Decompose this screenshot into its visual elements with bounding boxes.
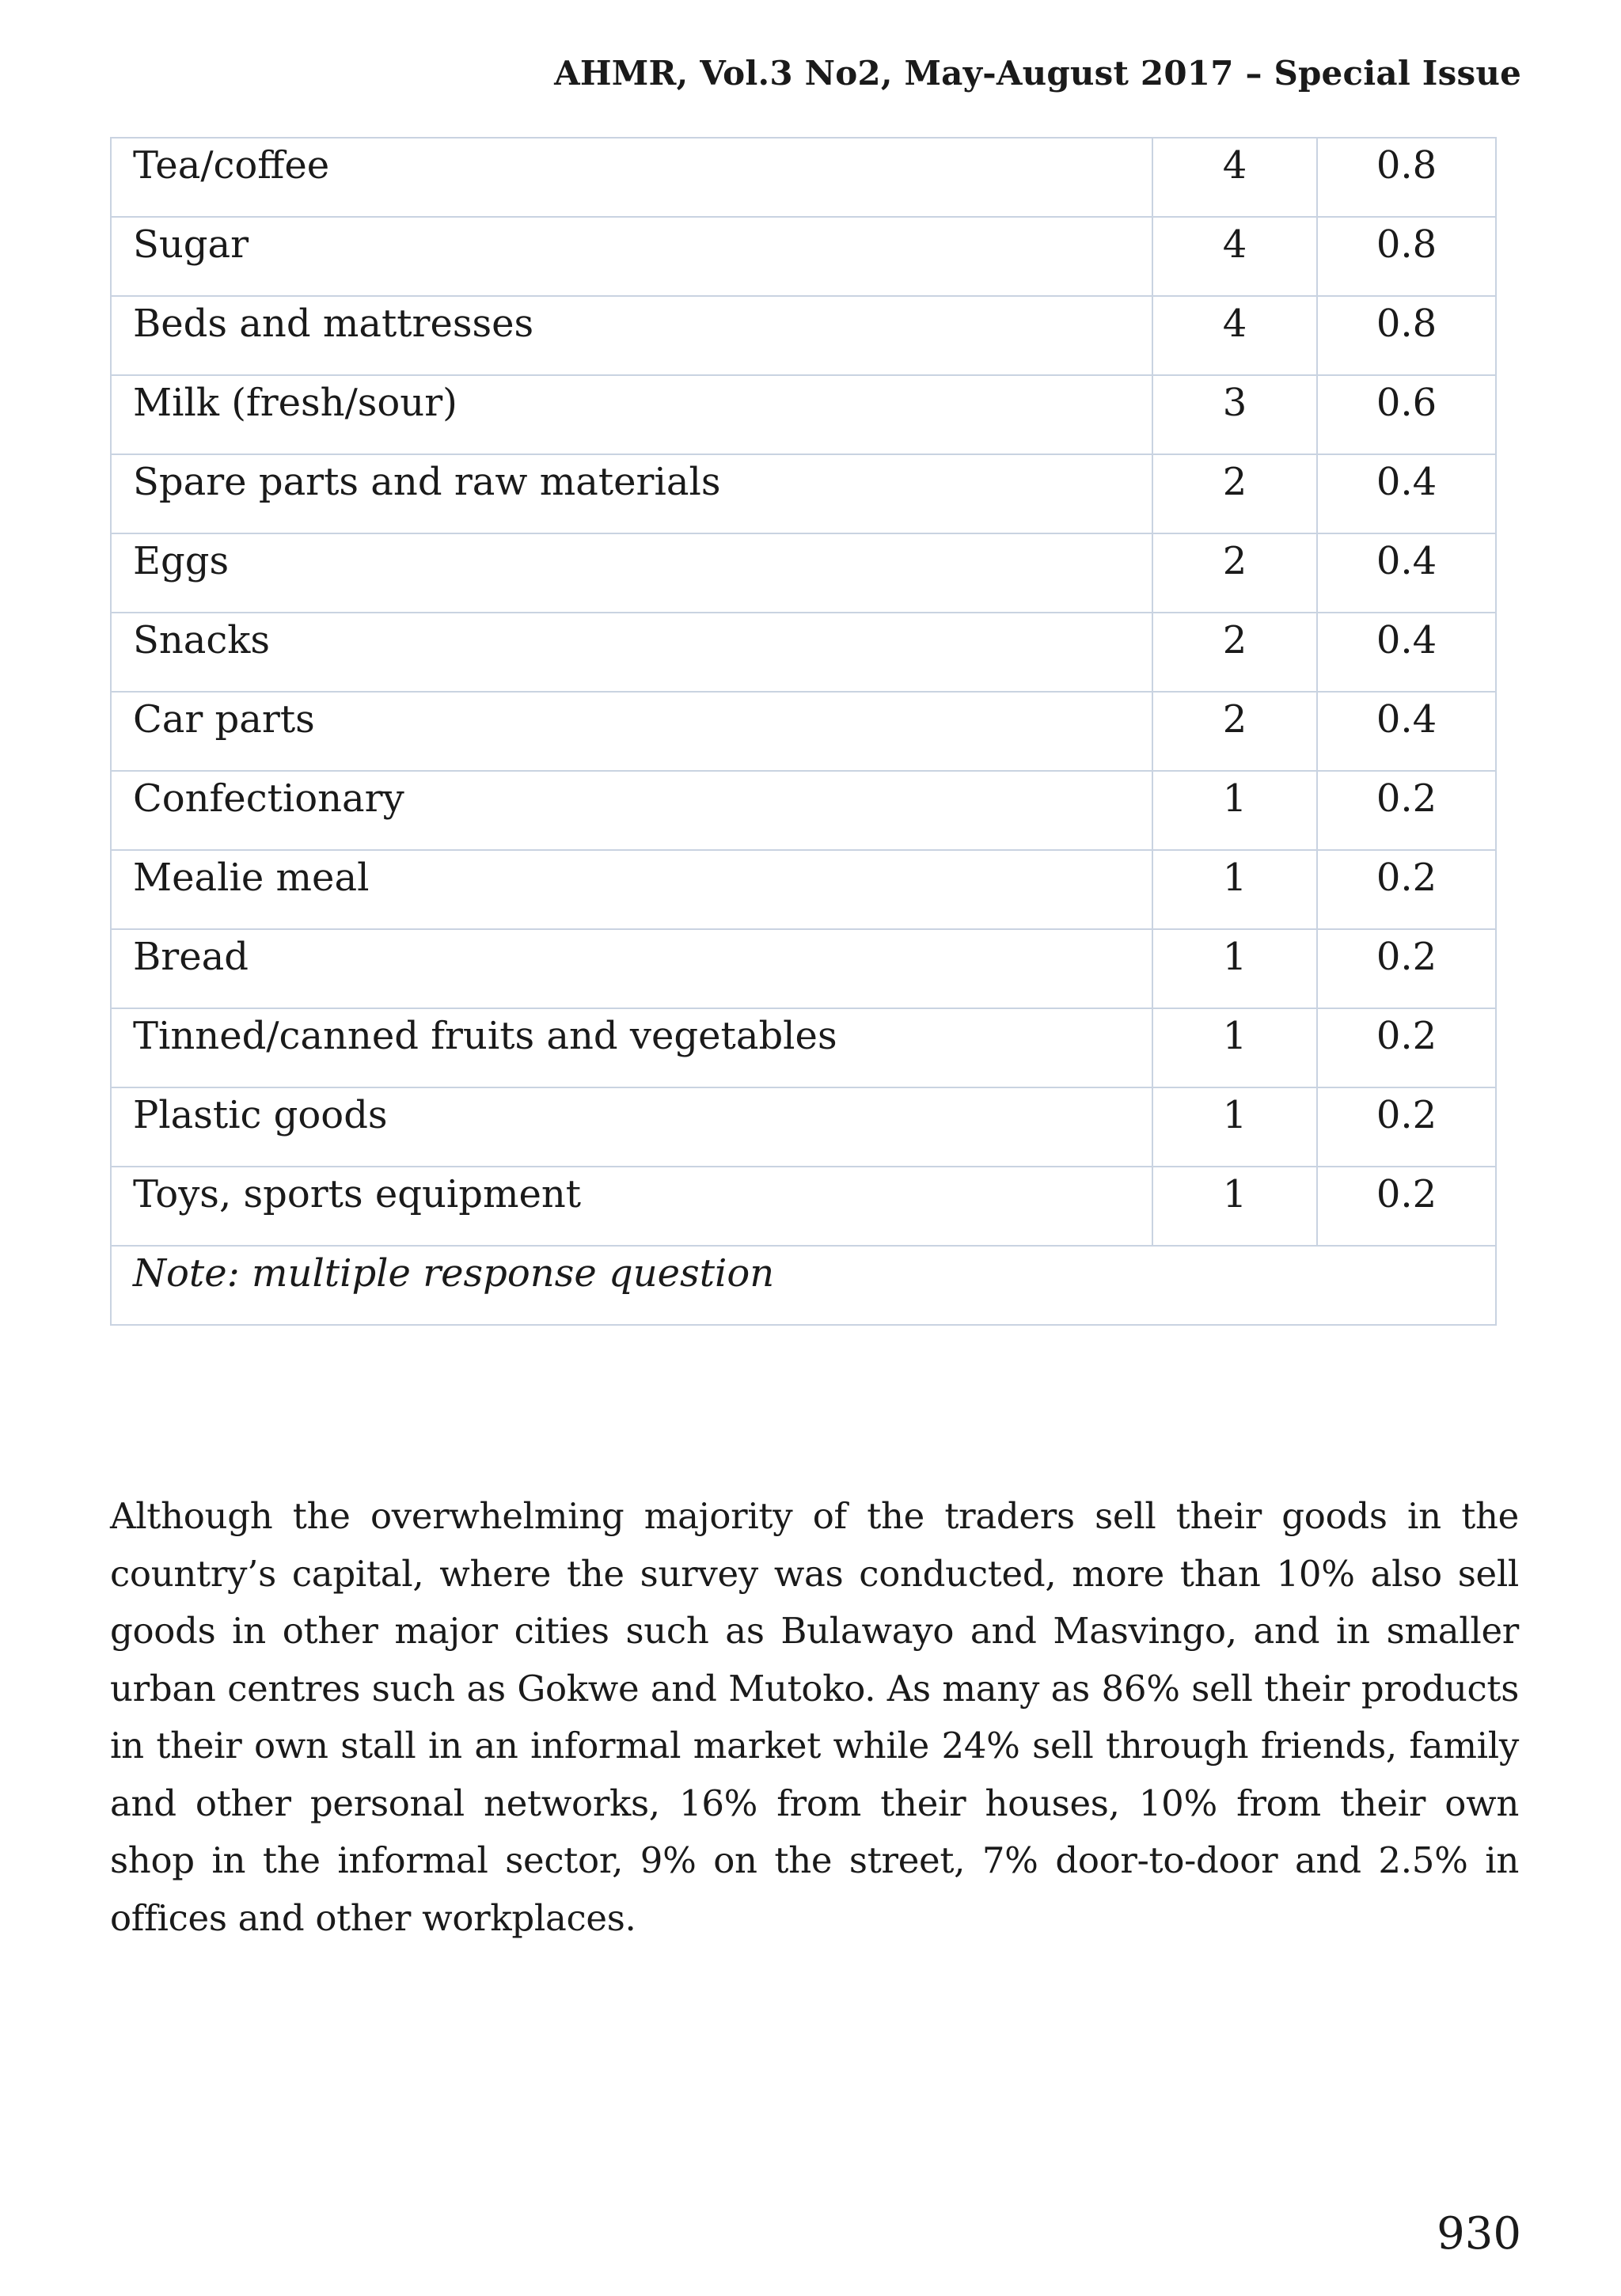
percent-cell: 0.8 [1317,296,1496,375]
item-cell: Eggs [111,533,1152,613]
count-cell: 4 [1152,296,1317,375]
table-row [111,1167,1496,1246]
table-row [111,138,1496,217]
item-cell: Snacks [111,613,1152,692]
percent-cell: 0.4 [1317,533,1496,613]
percent-cell: 0.4 [1317,613,1496,692]
table-row [111,533,1496,613]
percent-cell: 0.6 [1317,375,1496,454]
count-cell: 1 [1152,771,1317,850]
table-row [111,850,1496,929]
count-cell: 2 [1152,454,1317,533]
percent-cell: 0.4 [1317,454,1496,533]
item-cell: Car parts [111,692,1152,771]
item-cell: Bread [111,929,1152,1008]
table-row [111,1087,1496,1167]
count-cell: 1 [1152,929,1317,1008]
count-cell: 3 [1152,375,1317,454]
item-cell: Milk (fresh/sour) [111,375,1152,454]
table-row [111,771,1496,850]
count-cell: 2 [1152,533,1317,613]
count-cell: 2 [1152,692,1317,771]
percent-cell: 0.8 [1317,138,1496,217]
table-row [111,1008,1496,1087]
count-cell: 4 [1152,217,1317,296]
running-header: AHMR, Vol.3 No2, May-August 2017 – Special Issue [554,54,1521,93]
percent-cell: 0.8 [1317,217,1496,296]
item-cell: Beds and mattresses [111,296,1152,375]
item-cell: Mealie meal [111,850,1152,929]
table-row [111,613,1496,692]
item-cell: Tea/coffee [111,138,1152,217]
percent-cell: 0.2 [1317,1008,1496,1087]
count-cell: 4 [1152,138,1317,217]
table-row [111,296,1496,375]
percent-cell: 0.2 [1317,929,1496,1008]
percent-cell: 0.2 [1317,1167,1496,1246]
count-cell: 1 [1152,1167,1317,1246]
body-paragraph: Although the overwhelming majority of the traders sell their goods in the country’s capital, where the survey was conducted, more than 10% also sell goods in other major cities such as Bulawayo and Masvingo, and in smaller urban centres such as Gokwe and Mutoko. As many as 86% sell their products in their own stall in an informal market while 24% sell through friends, family and other personal networks, 16% from their houses, 10% from their own shop in the informal sector, 9% on the street, 7% door-to-door and 2.5% in offices and other workplaces. [110,1495,1519,1939]
count-cell: 1 [1152,850,1317,929]
item-cell: Toys, sports equipment [111,1167,1152,1246]
percent-cell: 0.2 [1317,850,1496,929]
item-cell: Tinned/canned fruits and vegetables [111,1008,1152,1087]
table-row [111,692,1496,771]
item-cell: Sugar [111,217,1152,296]
item-cell: Confectionary [111,771,1152,850]
count-cell: 2 [1152,613,1317,692]
table-note-row [111,1246,1496,1325]
item-cell: Plastic goods [111,1087,1152,1167]
percent-cell: 0.4 [1317,692,1496,771]
table-row [111,375,1496,454]
percent-cell: 0.2 [1317,1087,1496,1167]
goods-table [110,137,1497,1326]
table-row [111,454,1496,533]
item-cell: Spare parts and raw materials [111,454,1152,533]
count-cell: 1 [1152,1087,1317,1167]
table-row [111,217,1496,296]
percent-cell: 0.2 [1317,771,1496,850]
goods-table-continuation [110,137,1495,1326]
table-note: Note: multiple response question [111,1246,1496,1325]
count-cell: 1 [1152,1008,1317,1087]
table-row [111,929,1496,1008]
page-number: 930 [1437,2208,1521,2260]
